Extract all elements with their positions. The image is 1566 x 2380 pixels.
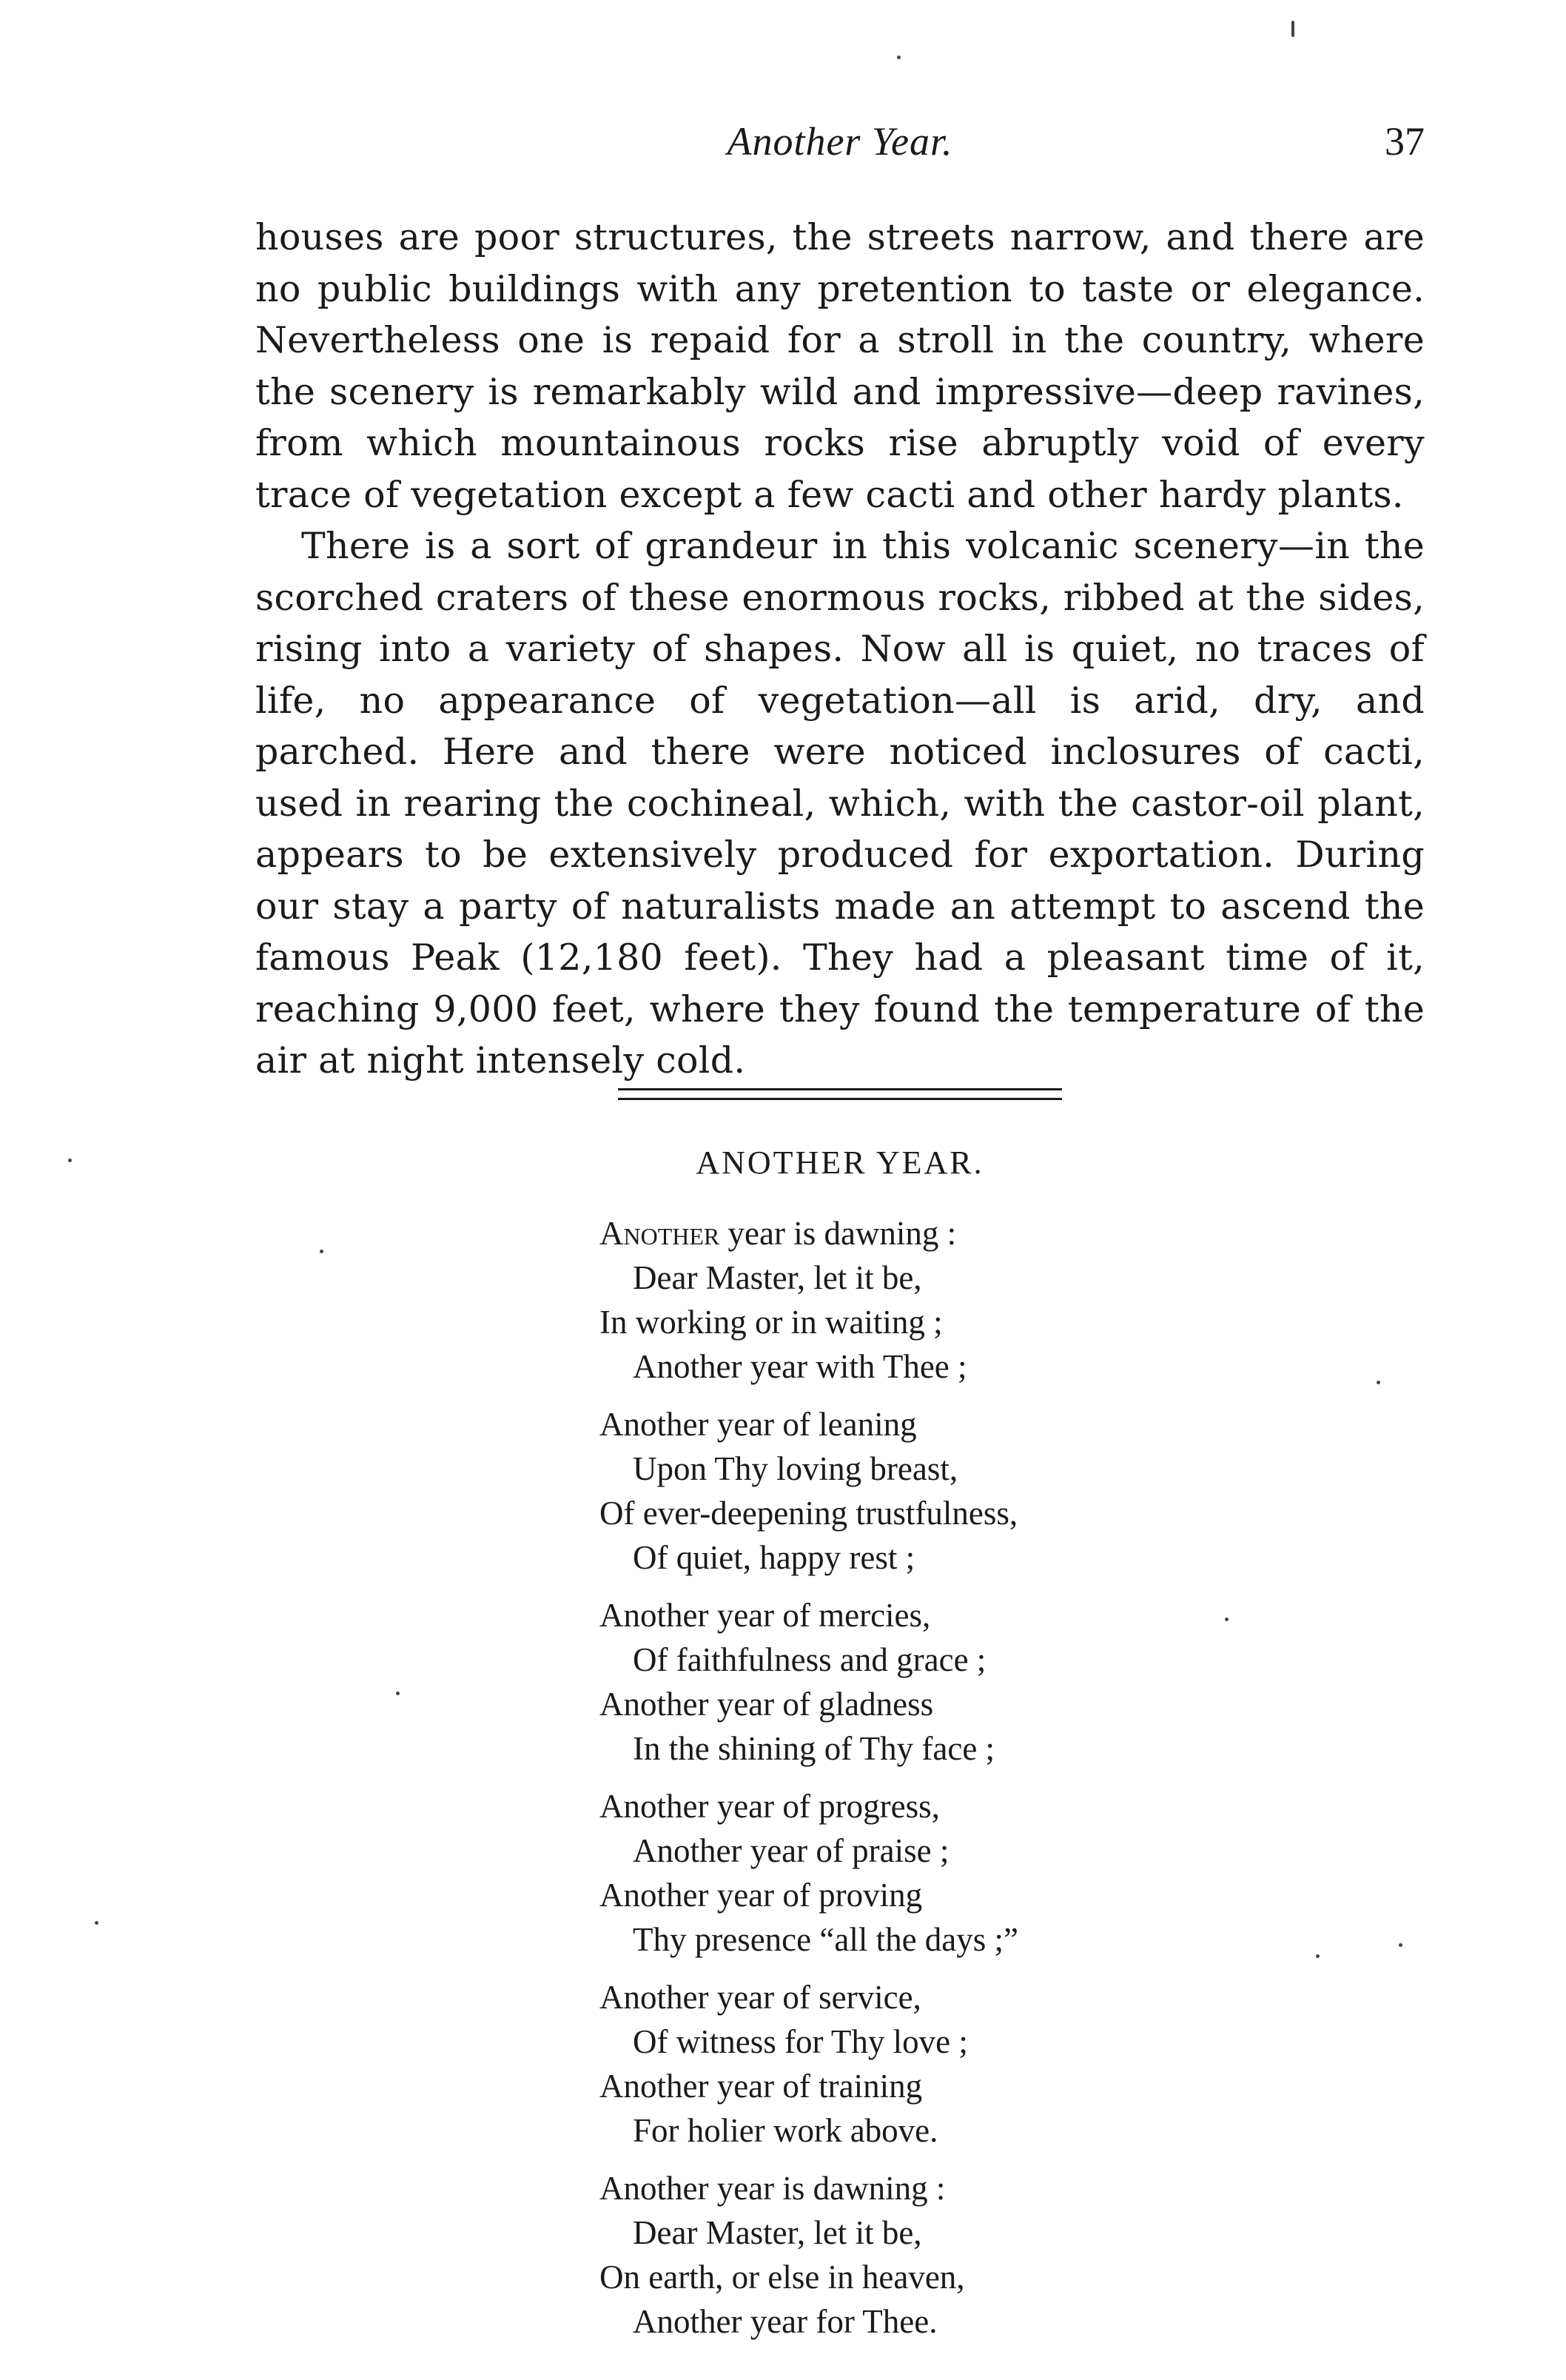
- divider-rule: [618, 1088, 1062, 1090]
- poem-line: Another year of gladness: [599, 1686, 934, 1723]
- poem-line: Another year with Thee ;: [633, 1348, 967, 1385]
- scan-speck: [1399, 1943, 1402, 1947]
- poem-line: Another year of mercies,: [599, 1597, 931, 1634]
- poem-line: Thy presence “all the days ;”: [633, 1921, 1019, 1958]
- poem-line: Another year for Thee.: [633, 2303, 938, 2340]
- stanza: [599, 1784, 1266, 1962]
- scan-speck: [897, 56, 901, 59]
- scan-speck: [1225, 1618, 1229, 1621]
- poem-line: Upon Thy loving breast,: [633, 1450, 958, 1487]
- drop-word: Another: [599, 1215, 720, 1252]
- prose-body: [255, 212, 1425, 1087]
- poem-line: [599, 1211, 1266, 1256]
- poem-line: Another year of training: [599, 2068, 923, 2105]
- poem-line: Of witness for Thy love ;: [633, 2023, 968, 2060]
- poem-line: Another year of service,: [599, 1979, 921, 2016]
- poem-line: Another year of leaning: [599, 1406, 917, 1443]
- poem-line-text: year is dawning :: [719, 1215, 957, 1252]
- poem-line: In the shining of Thy face ;: [633, 1730, 995, 1767]
- divider-rule: [618, 1098, 1062, 1100]
- stanza: [599, 1593, 1266, 1771]
- page-number: 37: [1385, 119, 1425, 164]
- poem-line: Dear Master, let it be,: [633, 2214, 922, 2251]
- poem-line: Of faithfulness and grace ;: [633, 1641, 987, 1678]
- paragraph: houses are poor structures, the streets narrow, and there are no public buildings with any pretention to taste or elegance. Nevertheless one is repaid for a stroll in the country, where the scenery is remarkably wild and impressive—deep ravines, from which mountainous rocks rise abruptly void of every trace of vegetation except a few cacti and other hardy plants.: [255, 216, 1425, 516]
- poem-line: Another year of proving: [599, 1877, 923, 1914]
- stanza: [599, 1211, 1266, 1389]
- scan-speck: [1316, 1954, 1320, 1958]
- scan-speck: [396, 1692, 400, 1695]
- poem-title: ANOTHER YEAR.: [696, 1144, 984, 1181]
- poem-line: Of ever-deepening trustfulness,: [599, 1495, 1018, 1532]
- poem-line: Another year is dawning :: [599, 2170, 946, 2207]
- poem-line: Dear Master, let it be,: [633, 1259, 922, 1296]
- scan-speck: [1291, 21, 1294, 37]
- stanza: [599, 1402, 1266, 1580]
- poem-line: Another year of praise ;: [633, 1832, 950, 1869]
- running-title: Another Year.: [727, 119, 953, 164]
- poem-line: In working or in waiting ;: [599, 1304, 943, 1341]
- scan-speck: [68, 1159, 72, 1162]
- scan-speck: [320, 1250, 323, 1253]
- poem-line: For holier work above.: [633, 2112, 938, 2149]
- poem: [599, 1211, 1266, 2357]
- scan-speck: [95, 1921, 98, 1925]
- poem-line: Of quiet, happy rest ;: [633, 1539, 915, 1576]
- section-divider: [618, 1088, 1062, 1107]
- poem-line: Another year of progress,: [599, 1788, 940, 1825]
- stanza: [599, 1975, 1266, 2153]
- stanza: [599, 2166, 1266, 2344]
- paragraph: There is a sort of grandeur in this volcanic scenery—in the scorched craters of these enormous rocks, ribbed at the sides, rising into a variety of shapes. Now all is quiet, no traces of life, no appearance of vegetation—all is arid, dry, and parched. Here and there were noticed inclosures of cacti, used in rearing the cochineal, which, with the castor-oil plant, appears to be extensively produced for exportation. During our stay a party of naturalists made an attempt to ascend the famous Peak (12,180 feet). They had a pleasant time of it, reaching 9,000 feet, where they found the temperature of the air at night intensely cold.: [255, 525, 1425, 1082]
- scan-speck: [1377, 1381, 1380, 1384]
- page-header: [255, 118, 1425, 178]
- poem-line: On earth, or else in heaven,: [599, 2259, 965, 2296]
